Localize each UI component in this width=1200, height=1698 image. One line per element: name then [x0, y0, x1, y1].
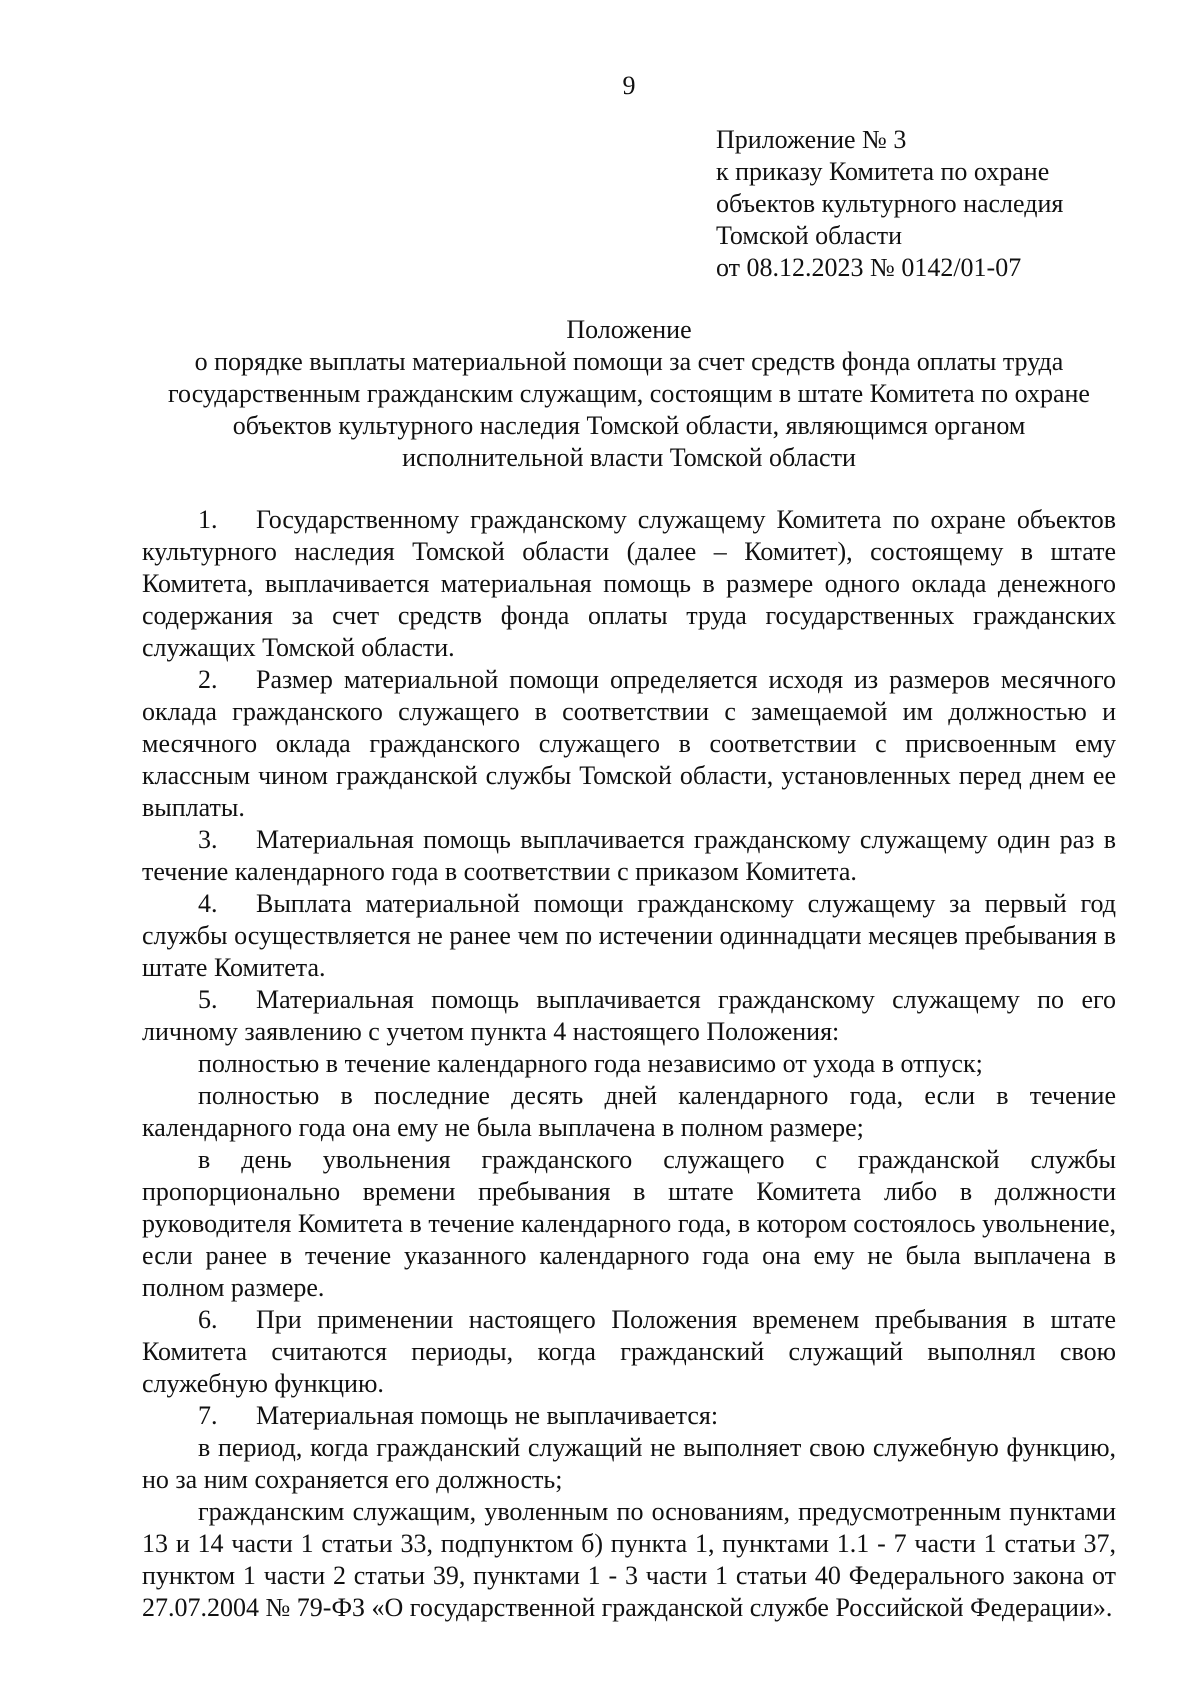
paragraph-text: Выплата материальной помощи гражданскому служащему за первый год службы осуществляется не ранее чем по истечении одиннадцати месяцев пребывания в штате Комитета.: [142, 889, 1116, 982]
annex-line: Приложение № 3: [716, 125, 907, 154]
paragraph-text: в день увольнения гражданского служащего с гражданской службы пропорционально времени пребывания в штате Комитета либо в должности руководителя Комитета в течение календарного года, в котором состоялось увольнение, если ранее в течение указанного календарного года она ему не была выплачена в полном размере.: [142, 1145, 1116, 1302]
paragraph-1: [142, 504, 1116, 664]
paragraph-4: [142, 888, 1116, 984]
page-number: 9: [622, 71, 636, 100]
subparagraph: [142, 1048, 1116, 1080]
paragraph-text: Материальная помощь не выплачивается:: [256, 1401, 719, 1430]
annex-block: [716, 124, 1116, 284]
paragraph-7: [142, 1400, 1116, 1432]
annex-line: Томской области: [716, 221, 903, 250]
paragraph-number: 6.: [198, 1305, 218, 1334]
subparagraph: [142, 1496, 1116, 1624]
annex-line: объектов культурного наследия: [716, 189, 1064, 218]
paragraph-number: 7.: [198, 1401, 218, 1430]
subparagraph: [142, 1144, 1116, 1304]
paragraph-text: в период, когда гражданский служащий не выполняет свою служебную функцию, но за ним сохраняется его должность;: [142, 1433, 1116, 1494]
title-line: исполнительной власти Томской области: [402, 443, 856, 472]
title-line: о порядке выплаты материальной помощи за счет средств фонда оплаты труда: [194, 347, 1064, 376]
annex-line: от 08.12.2023 № 0142/01-07: [716, 253, 1022, 282]
paragraph-number: 5.: [198, 985, 218, 1014]
paragraph-text: Материальная помощь выплачивается гражданскому служащему по его личному заявлению с учетом пункта 4 настоящего Положения:: [142, 985, 1116, 1046]
paragraph-text: гражданским служащим, уволенным по основаниям, предусмотренным пунктами 13 и 14 части 1 статьи 33, подпунктом б) пункта 1, пунктами 1.1 - 7 части 1 статьи 37, пунктом 1 части 2 статьи 39, пунктами 1 - 3 части 1 статьи 40 Федерального закона от 27.07.2004 № 79-ФЗ «О государственной гражданской службе Российской Федерации».: [142, 1497, 1116, 1622]
paragraph-number: 4.: [198, 889, 218, 918]
paragraph-number: 1.: [198, 505, 218, 534]
paragraph-text: полностью в последние десять дней календарного года, если в течение календарного года она ему не была выплачена в полном размере;: [142, 1081, 1116, 1142]
paragraph-text: полностью в течение календарного года независимо от ухода в отпуск;: [198, 1049, 983, 1078]
title-line: объектов культурного наследия Томской области, являющимся органом: [232, 411, 1026, 440]
paragraph-text: Размер материальной помощи определяется исходя из размеров месячного оклада гражданского служащего в соответствии с замещаемой им должностью и месячного оклада гражданского служащего в соответствии с присвоенным ему классным чином гражданской службы Томской области, установленных перед днем ее выплаты.: [142, 665, 1116, 822]
document-body: [142, 504, 1116, 1624]
title-line: Положение: [566, 315, 692, 344]
title-line: государственным гражданским служащим, состоящим в штате Комитета по охране: [168, 379, 1090, 408]
subparagraph: [142, 1432, 1116, 1496]
paragraph-number: 3.: [198, 825, 218, 854]
paragraph-6: [142, 1304, 1116, 1400]
annex-line: к приказу Комитета по охране: [716, 157, 1050, 186]
paragraph-2: [142, 664, 1116, 824]
paragraph-3: [142, 824, 1116, 888]
paragraph-number: 2.: [198, 665, 218, 694]
paragraph-5: [142, 984, 1116, 1048]
paragraph-text: Государственному гражданскому служащему Комитета по охране объектов культурного наследия Томской области (далее – Комитет), состоящему в штате Комитета, выплачивается материальная помощь в размере одного оклада денежного содержания за счет средств фонда оплаты труда государственных гражданских служащих Томской области.: [142, 505, 1116, 662]
paragraph-text: Материальная помощь выплачивается гражданскому служащему один раз в течение календарного года в соответствии с приказом Комитета.: [142, 825, 1116, 886]
document-title: [142, 314, 1116, 474]
subparagraph: [142, 1080, 1116, 1144]
paragraph-text: При применении настоящего Положения временем пребывания в штате Комитета считаются периоды, когда гражданский служащий выполнял свою служебную функцию.: [142, 1305, 1116, 1398]
